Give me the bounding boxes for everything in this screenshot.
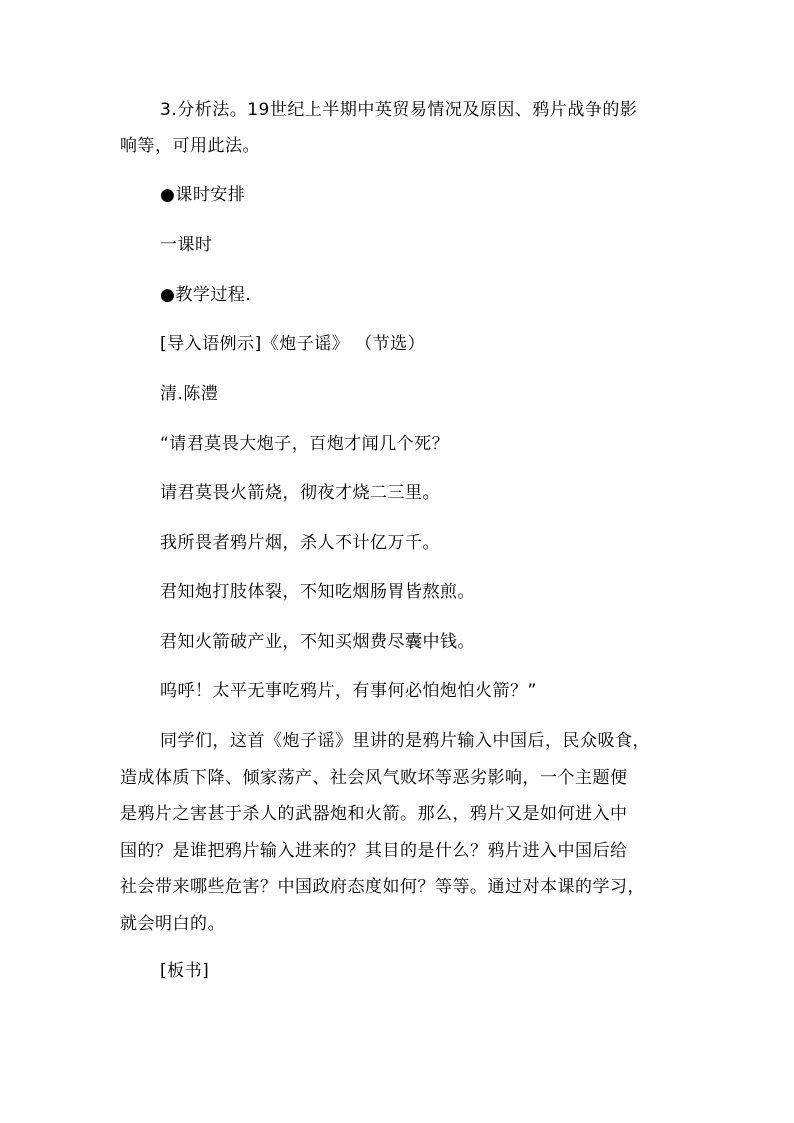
poem-line-2: 请君莫畏火箭烧，彻夜才烧二三里。 (160, 483, 440, 503)
class-hours-value: 一课时 (160, 235, 213, 255)
poem-line-6: 呜呼！太平无事吃鸦片，有事何必怕炮怕火箭？” (160, 681, 537, 701)
intro-paragraph-line-5: 社会带来哪些危害？中国政府态度如何？等等。通过对本课的学习， (120, 877, 645, 897)
intro-paragraph-line-4: 国的？是谁把鸦片输入进来的？其目的是什么？鸦片进入中国后给 (120, 841, 628, 861)
poem-line-4: 君知炮打肢体裂，不知吃烟肠胃皆熬煎。 (160, 582, 475, 602)
intro-paragraph-line-3: 是鸦片之害甚于杀人的武器炮和火箭。那么，鸦片又是如何进入中 (120, 804, 628, 824)
class-hours-heading: ●课时安排 (160, 185, 246, 205)
blackboard-heading: [板书] (160, 961, 210, 981)
poem-line-1: “请君莫畏大炮子，百炮才闻几个死？ (160, 434, 450, 454)
poem-author: 清.陈澧 (160, 384, 219, 404)
poem-line-5: 君知火箭破产业，不知买烟费尽囊中钱。 (160, 632, 475, 652)
teaching-process-heading: ●教学过程. (160, 285, 252, 305)
intro-paragraph-line-2: 造成体质下降、倾家荡产、社会风气败坏等恶劣影响，一个主题便 (120, 768, 628, 788)
intro-paragraph-line-6: 就会明白的。 (120, 914, 225, 934)
method-item-3-continued: 响等，可用此法。 (120, 136, 260, 156)
intro-paragraph-line-1: 同学们，这首《炮子谣》里讲的是鸦片输入中国后，民众吸食， (160, 731, 650, 751)
intro-example-title: [导入语例示]《炮子谣》 （节选） (160, 334, 426, 354)
method-item-3: 3.分析法。19世纪上半期中英贸易情况及原因、鸦片战争的影 (160, 100, 638, 120)
poem-line-3: 我所畏者鸦片烟，杀人不计亿万千。 (160, 533, 440, 553)
